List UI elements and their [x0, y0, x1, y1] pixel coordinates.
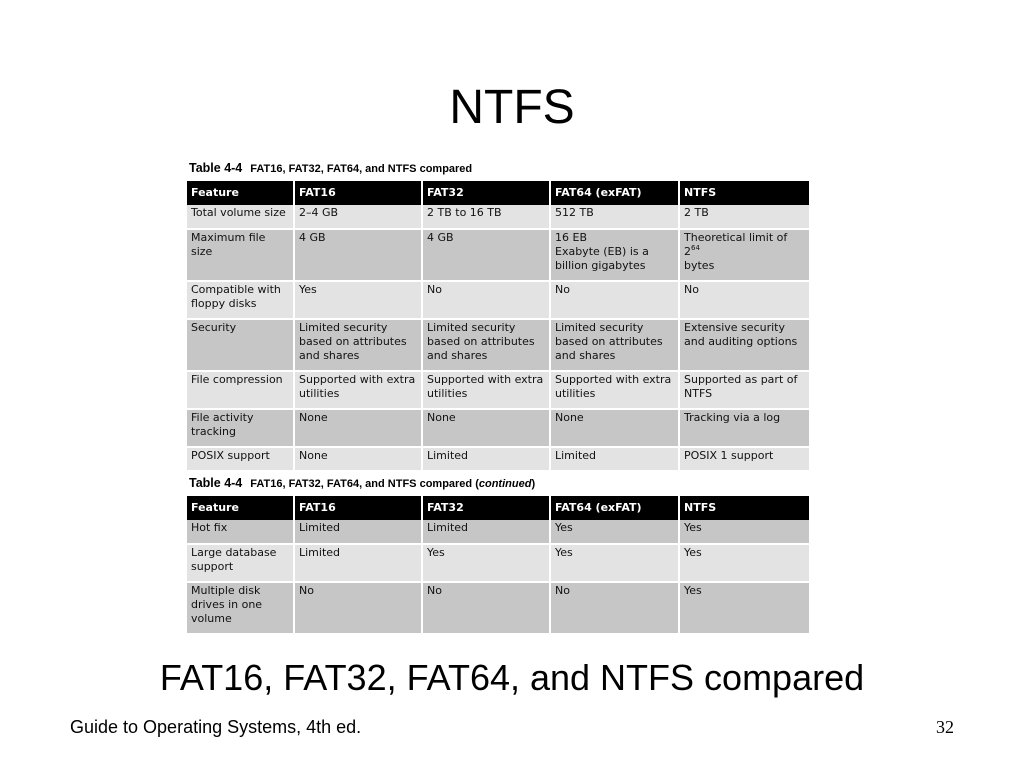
header-cell: Feature [187, 181, 294, 205]
table-cell: POSIX support [187, 447, 294, 471]
cell-note: Exabyte (EB) is a billion gigabytes [555, 245, 649, 272]
table-cell [550, 229, 679, 281]
table-cell: File activity tracking [187, 409, 294, 447]
slide-title: NTFS [449, 81, 575, 134]
table-cell: None [422, 409, 550, 447]
table-cell: Supported with extra utilities [294, 371, 422, 409]
table-cell: Yes [679, 544, 809, 582]
header-cell: FAT32 [422, 496, 550, 520]
table-cell: Yes [679, 520, 809, 544]
cell-line: 16 EB [555, 231, 587, 244]
table-header-row [187, 181, 809, 205]
table-caption-close: ) [531, 478, 536, 490]
table-row [187, 229, 809, 281]
table-caption [189, 161, 472, 176]
table-cell: Total volume size [187, 205, 294, 229]
table-cell: Extensive security and auditing options [679, 319, 809, 371]
table-cell: Security [187, 319, 294, 371]
table-header-row [187, 496, 809, 520]
table-cell: Yes [294, 281, 422, 319]
table-cell: No [550, 582, 679, 634]
table-cell: Supported as part of NTFS [679, 371, 809, 409]
header-cell: FAT64 (exFAT) [550, 181, 679, 205]
slide-subtitle: FAT16, FAT32, FAT64, and NTFS compared [159, 657, 865, 698]
table-cell: 512 TB [550, 205, 679, 229]
table-cell: POSIX 1 support [679, 447, 809, 471]
table-cell: Limited security based on attributes and shares [550, 319, 679, 371]
table-cell: Yes [550, 544, 679, 582]
table-row [187, 520, 809, 544]
table-row [187, 319, 809, 371]
table-cell [679, 229, 809, 281]
table-row [187, 582, 809, 634]
table-cell: Yes [679, 582, 809, 634]
cell-line: bytes [684, 259, 715, 272]
table-caption [189, 476, 535, 491]
table-row [187, 447, 809, 471]
table-cell: Large database support [187, 544, 294, 582]
header-cell: NTFS [679, 496, 809, 520]
table-cell: Tracking via a log [679, 409, 809, 447]
table-cell: No [422, 281, 550, 319]
table-caption-text: FAT16, FAT32, FAT64, and NTFS compared ( [250, 478, 479, 490]
table-cell: No [294, 582, 422, 634]
header-cell: Feature [187, 496, 294, 520]
table-cell: Limited [422, 447, 550, 471]
table-cell: Limited security based on attributes and shares [422, 319, 550, 371]
comparison-table [187, 181, 809, 472]
table-cell: None [294, 447, 422, 471]
table-row [187, 281, 809, 319]
table-cell: Hot fix [187, 520, 294, 544]
header-cell: FAT16 [294, 181, 422, 205]
table-cell: Compatible with floppy disks [187, 281, 294, 319]
table-row [187, 409, 809, 447]
table-row [187, 205, 809, 229]
page-number: 32 [936, 717, 954, 737]
comparison-table-continued [187, 496, 809, 635]
table-caption-number: Table 4-4 [189, 476, 243, 490]
table-cell: Multiple disk drives in one volume [187, 582, 294, 634]
table-row [187, 371, 809, 409]
table-cell: Limited [294, 544, 422, 582]
table-cell: 2 TB [679, 205, 809, 229]
table-cell: File compression [187, 371, 294, 409]
table-cell: 4 GB [422, 229, 550, 281]
cell-line: Theoretical limit of 2 [684, 231, 788, 258]
table-cell: 2 TB to 16 TB [422, 205, 550, 229]
table-cell: Supported with extra utilities [550, 371, 679, 409]
table-cell: None [294, 409, 422, 447]
table-cell: Yes [422, 544, 550, 582]
table-cell: No [422, 582, 550, 634]
table-cell: Supported with extra utilities [422, 371, 550, 409]
header-cell: FAT16 [294, 496, 422, 520]
table-cell: None [550, 409, 679, 447]
exponent: 64 [691, 244, 700, 252]
table-cell: No [550, 281, 679, 319]
table-cell: Maximum file size [187, 229, 294, 281]
footer-text: Guide to Operating Systems, 4th ed. [70, 717, 362, 737]
table-caption-number: Table 4-4 [189, 161, 243, 175]
table-cell: 2–4 GB [294, 205, 422, 229]
table-cell: Yes [550, 520, 679, 544]
table-cell: No [679, 281, 809, 319]
table-row [187, 544, 809, 582]
header-cell: FAT64 (exFAT) [550, 496, 679, 520]
table-cell: Limited [550, 447, 679, 471]
table-cell: Limited [294, 520, 422, 544]
table-cell: Limited [422, 520, 550, 544]
table-cell: Limited security based on attributes and shares [294, 319, 422, 371]
table-caption-continued: continued [478, 478, 532, 490]
header-cell: FAT32 [422, 181, 550, 205]
table-caption-text: FAT16, FAT32, FAT64, and NTFS compared [250, 163, 473, 175]
header-cell: NTFS [679, 181, 809, 205]
table-cell: 4 GB [294, 229, 422, 281]
